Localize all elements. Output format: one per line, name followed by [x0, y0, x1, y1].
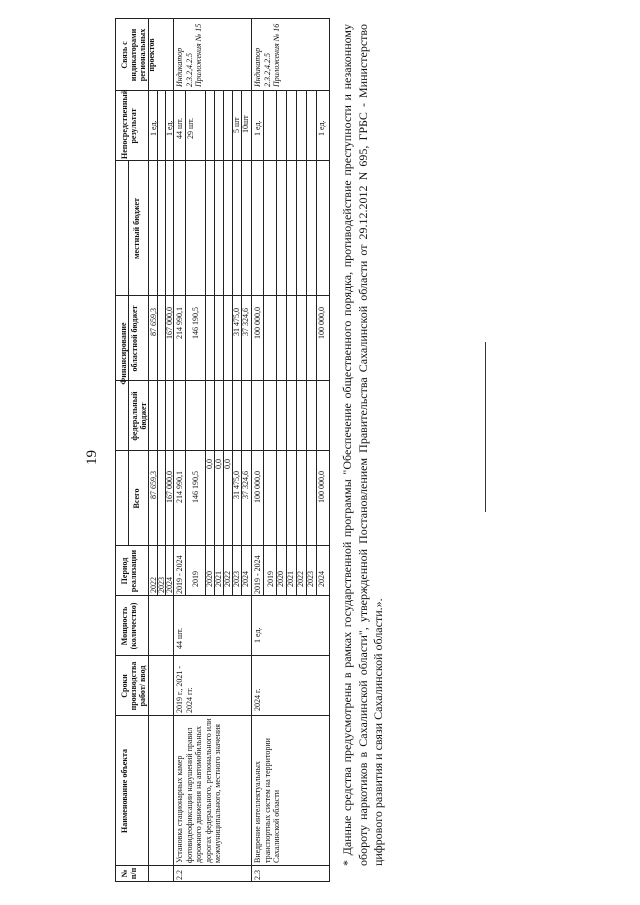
header-regional: областной бюджет	[130, 305, 139, 372]
header-result: Непосредственный результат	[120, 89, 138, 159]
header-num: № п/п	[120, 867, 138, 880]
header-financing: Финансирование	[119, 322, 128, 385]
header-name: Наименование объекта	[120, 749, 129, 833]
header-term: Сроки производства работ/ ввод	[120, 661, 147, 711]
row-term-22: 2019 г., 2021 - 2024 гг.	[175, 665, 194, 713]
header-local: местный бюджет	[132, 198, 141, 259]
page-number: 19	[84, 450, 100, 465]
row-link-23: Индикатор 2.3.2,4.2.5 Приложения № 16	[253, 23, 281, 87]
row-link-22: Индикатор 2.3.2,4.2.5 Приложения № 15	[175, 23, 203, 87]
row-term-23: 2024 г.	[253, 688, 262, 711]
header-federal: федеральный бюджет	[130, 391, 148, 441]
row-name-23: Внедрение интеллектуальных транспортных систем на территории Сахалинской области	[253, 738, 281, 863]
row-capacity-23: 1 ед.	[253, 627, 262, 643]
header-period: Период реализации	[120, 549, 138, 593]
row-name-22: Установка стационарных камер фотовидеофиксации нарушений правил дорожного движения на автомобильных дорогах федерального, регионального или межмуниципального, местного значения	[175, 718, 222, 863]
separator-line	[485, 342, 486, 512]
footnote: * Данные средства предусмотрены в рамках государственной программы "Обеспечение общественного порядка, противодействие преступности и незаконному обороту наркотиков в Сахалинской области", утвержденной Постановлением Правительства Сахалинской области от 29.12.2012 N 695, ГРБС - Министерство цифрового развития и связи Сахалинской области.».	[340, 24, 385, 866]
rotated-page	[40, 12, 600, 892]
header-total: Всего	[132, 488, 141, 509]
row-capacity-22: 44 шт.	[175, 627, 184, 649]
financing-table: № п/п Наименование объекта Сроки производства работ/ ввод Мощность (количество) Период реализации Финансирование Всего федеральный бюджет областной бюджет местный бюджет Непосредственный результат Связь с индикаторами региональных проектов 2022 87 659,3 87 659,3 1 ед. 2023 2024 167 000,0 167 000,0 1 ед. 2.2 Установка стационарных камер фотовидеофиксации нарушений правил дорожного движения на автомобильных дорогах федерального, регионального или межмуниципального, местного значения 2019 г., 2021 - 2024 гг. 44 шт. Индикатор 2.3.2,4.2.5 Приложения № 15 2019 - 2024 214 990,1 214 990,1 44 шт. 2019 146 190,5 146 190,5 29 шт. 2020 0,0 2021 0,0 2022 0,0 2023 31 475,0 31 475,0 5 шт 2024 37 324,6 37 324,6 10шт 2.3 Внедрение интеллектуальных транспортных систем на территории Сахалинской области 2024 г. 1 ед. Индикатор 2.3.2,4.2.5 Приложения № 16 2019 - 2024 100 000,0 100 000,0 1 ед. 2019 2020 2021 2022 2023 2024 100 000,0 100 000,0 1 ед.	[115, 18, 330, 882]
row-num-22: 2.2	[175, 870, 184, 880]
header-link: Связь с индикаторами региональных проектов	[120, 28, 156, 82]
row-num-23: 2.3	[253, 870, 262, 880]
header-capacity: Мощность (количество)	[120, 602, 138, 650]
